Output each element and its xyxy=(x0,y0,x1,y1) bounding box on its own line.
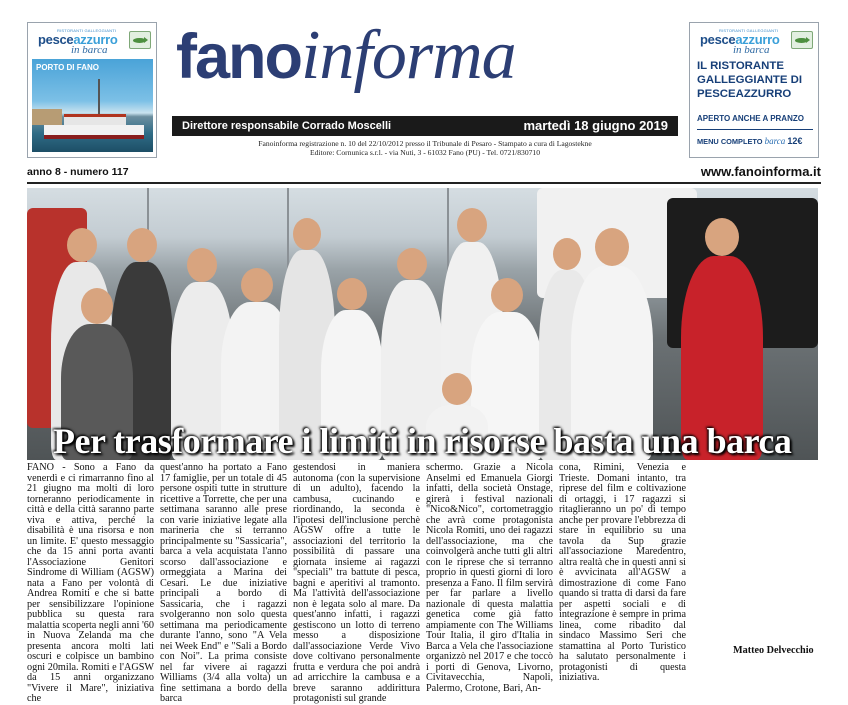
issue-number: anno 8 - numero 117 xyxy=(27,166,129,178)
ad-left[interactable] xyxy=(27,22,157,158)
masthead-word-informa: informa xyxy=(300,17,516,94)
fish-icon xyxy=(791,31,813,49)
logo-word-in-barca: in barca xyxy=(71,44,108,56)
logo-word-pesce: pesce xyxy=(700,32,736,47)
logo-word-in-barca: in barca xyxy=(733,44,770,56)
author-signature: Matteo Delvecchio xyxy=(733,645,814,656)
pesceazzurro-logo: RISTORANTI GALLEGGIANTI pesceazzurro in barca xyxy=(35,27,151,55)
ad-divider xyxy=(697,129,813,130)
masthead-logo[interactable] xyxy=(176,16,680,112)
article-column-3: gestendosi in maniera autonoma (con la supervisione di un adulto), facendo la cambusa, cucinando e riordinando, la seconda è l'ipotesi dell'inclusione perchè AGSW offre a tutte le associazioni del territorio la possibilità di passare una giornata insieme ai ragazzi "speciali" tra battute di pesca, bagni e aperitivi al tramonto. Ma l'attività dell'associazione non è legata solo al mare. Da quest'anno infatti, i ragazzi gestiscono un lotto di terreno messo a disposizione dall'associazione Verde Vivo dove coltivano personalmente frutta e verdura che poi andrà ad arricchire la cambusa e a breve saranno addirittura protagonisti sul grande xyxy=(293,462,420,704)
logo-word-azzurro: azzurro xyxy=(735,32,780,47)
issue-row xyxy=(27,166,821,182)
logo-word-azzurro: azzurro xyxy=(73,32,118,47)
ad-menu-line: MENU COMPLETO barca 12€ xyxy=(697,136,803,146)
registration-info: Fanoinforma registrazione n. 10 del 22/10/2012 presso il Tribunale di Pesaro - Stampato a cura di Lagostekne Editore: Cornunica s.r.l. - via Nuti, 3 - 61032 Fano (PU) - Tel. 0721/830710 xyxy=(258,139,592,157)
ad-headline: IL RISTORANTE GALLEGGIANTE DI PESCEAZZURRO xyxy=(697,60,803,100)
ad-photo-caption: PORTO DI FANO xyxy=(36,63,99,72)
issue-date: martedì 18 giugno 2019 xyxy=(523,118,668,133)
pesceazzurro-logo: RISTORANTI GALLEGGIANTI pesceazzurro in barca xyxy=(697,27,813,55)
ad-right[interactable] xyxy=(689,22,819,158)
logo-word-pesce: pesce xyxy=(38,32,74,47)
fish-icon xyxy=(129,31,151,49)
article-headline[interactable]: Per trasformare i limiti in risorse basta una barca xyxy=(53,421,792,461)
ad-price: 12€ xyxy=(787,136,803,146)
website-link[interactable]: www.fanoinforma.it xyxy=(700,164,821,179)
director-line: Direttore responsabile Corrado Moscelli xyxy=(182,120,392,132)
masthead-bar xyxy=(172,116,678,136)
masthead-word-fano: fano xyxy=(176,22,301,92)
article-body xyxy=(27,462,821,704)
ad-boat-photo xyxy=(32,59,153,152)
article-column-5: cona, Rimini, Venezia e Trieste. Domani intanto, tra riprese del film e coltivazione di ortaggi, i 17 ragazzi si ritaglieranno un po' di tempo anche per provare l'ebbrezza di stare in equilibrio su una tavola da Sup grazie all'associazione Maredentro, altra realtà che in questi anni si è avvicinata all'AGSW a dimostrazione di come Fano quando si tratta di darsi da fare per aspetti sociali e di integrazione è sempre in prima linea, come ribadito dal sindaco Massimo Seri che stamattina al Porto Turistico ha salutato personalmente i protagonisti di questa iniziativa. xyxy=(559,462,686,683)
article-column-2: quest'anno ha portato a Fano 17 famiglie, per un totale di 45 persone ospiti tutte in strutture ricettive a Torrette, che per una settimana saranno alle prese con varie iniziative legate alla marineria che si terranno principalmente su "Sassicaria", barca a vela acquistata l'anno scorso dall'associazione e ormeggiata a Marina dei Cesari. Le due iniziative principali a bordo di Sassicaria, che i ragazzi svolgeranno non solo questa settimana ma periodicamente durante l'anno, sono "A Vela nei Week End" e "Sali a Bordo con Noi". La prima consiste nel far vivere ai ragazzi Williams (3/4 alla volta) un fine settimana a bordo della barca xyxy=(160,462,287,704)
article-column-1: FANO - Sono a Fano da venerdì e ci rimarranno fino al 21 giugno ma molti di loro torneranno periodicamente in città e della città saranno parte viva e attiva, perché la disabilità è una risorsa e non un limite. E' questo messaggio che da 15 anni porta avanti l'Associazione Genitori Sindrome di William (AGSW) nata a Fano per volontà di Andrea Romiti e che si batte per sensibilizzare l'opinione pubblica su questa rara malattia scoperta negli anni '60 in Nuova Zelanda ma che presenta ancora molti lati oscuri e colpisce un bambino ogni 20mila. Romiti e l'AGSW da 15 anni organizzano "Vivere il Mare", iniziativa che xyxy=(27,462,154,704)
header-divider xyxy=(27,182,821,184)
article-column-4: schermo. Grazie a Nicola Anselmi ed Emanuela Giorgi infatti, della società Onstage, girerà i festival nazionali "Nico&Nico", cortometraggio che avrà come protagonista Nicola Romiti, uno dei ragazzi dell'associazione, ma che coinvolgerà anche tutti gli altri con le riprese che si terranno proprio in questi giorni di loro presenza a Fano. Il film servirà per far parlare a livello nazionale di questa malattia genetica come già fatto ampiamente con The Williams Tour Italia, il giro d'Italia in Barca a Vela che l'associazione organizzò nel 2017 e che toccò i porti di Genova, Livorno, Civitavecchia, Napoli, Palermo, Crotone, Bari, An- xyxy=(426,462,553,694)
ad-subline: APERTO ANCHE A PRANZO xyxy=(697,114,804,123)
